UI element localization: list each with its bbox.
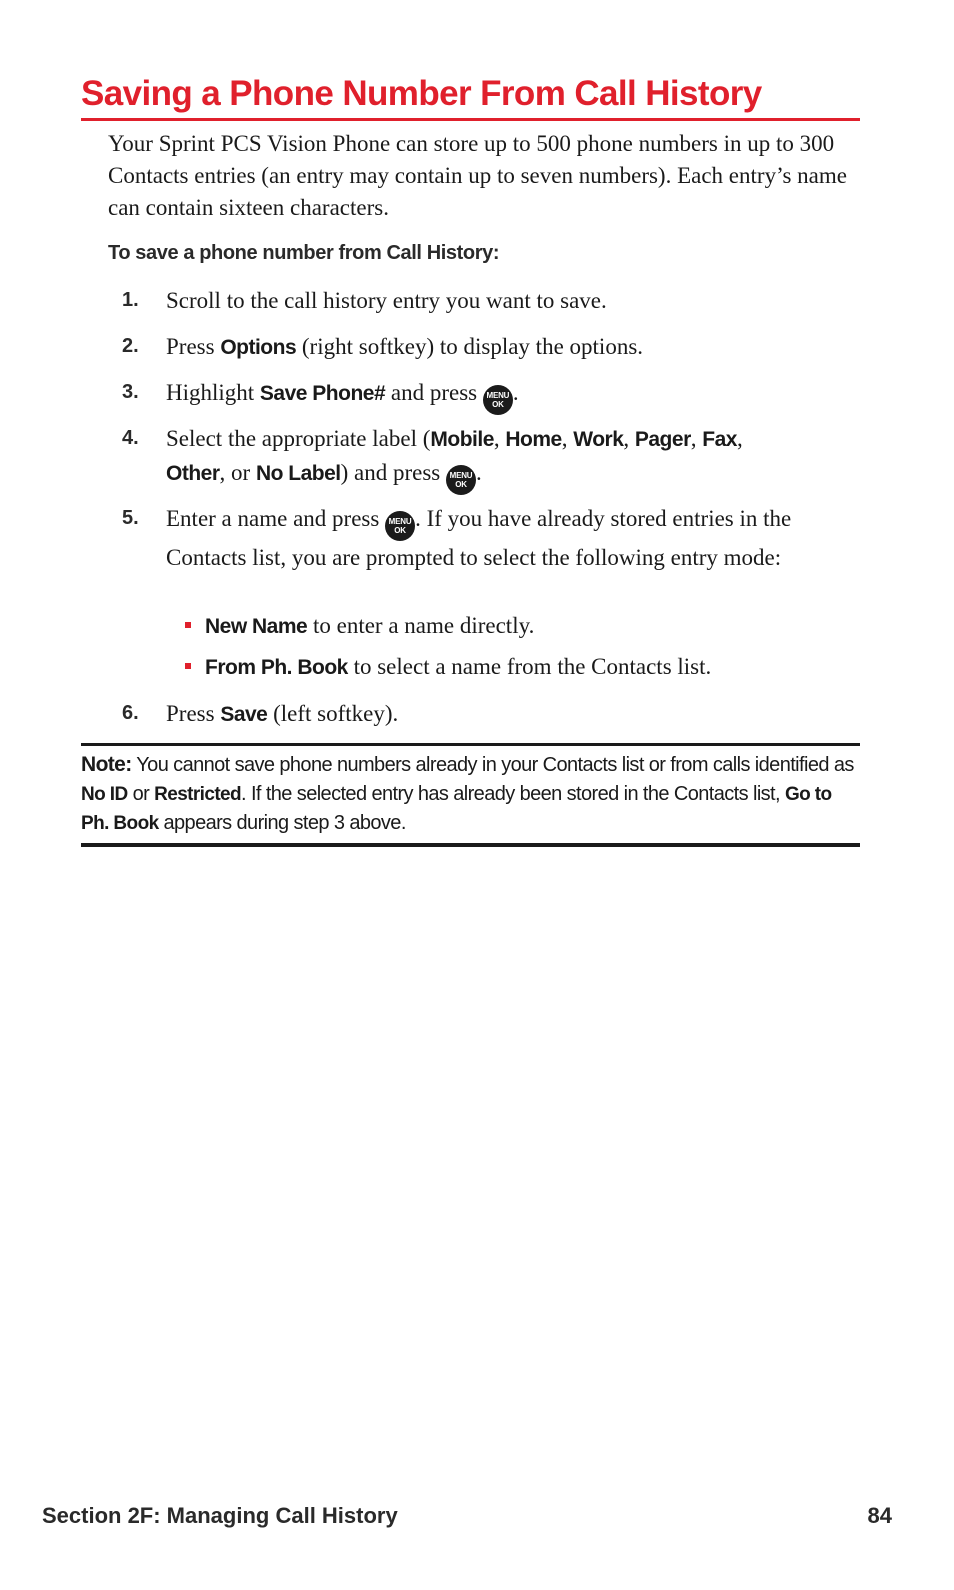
step-number: 4. bbox=[122, 427, 139, 449]
menu-ok-icon: MENU OK bbox=[446, 465, 476, 495]
step-5 bbox=[108, 502, 860, 574]
step-number: 2. bbox=[122, 335, 139, 357]
step-number: 5. bbox=[122, 507, 139, 529]
save-phone-keyword: Save Phone# bbox=[259, 382, 386, 405]
step-text: Highlight Save Phone# and press MENU OK . bbox=[166, 376, 860, 415]
menu-ok-icon: MENU OK bbox=[483, 385, 513, 415]
note-label: Note: bbox=[81, 753, 132, 776]
label-mobile: Mobile bbox=[430, 428, 494, 451]
step-text: Enter a name and press MENU OK . If you have already stored entries in the Contacts list, you are prompted to select the following entry mode: bbox=[166, 506, 792, 570]
options-keyword: Options bbox=[220, 336, 297, 359]
bullet-from-ph-book: From Ph. Book to select a name from the Contacts list. bbox=[185, 651, 860, 684]
restricted-keyword: Restricted bbox=[154, 784, 242, 805]
step-3 bbox=[108, 376, 860, 415]
step-text: Select the appropriate label (Mobile, Home, Work, Pager, Fax, Other, or No Label) and press MENU OK . bbox=[166, 422, 860, 495]
label-work: Work bbox=[573, 428, 624, 451]
page-number: 84 bbox=[867, 1503, 892, 1528]
step-4 bbox=[108, 422, 860, 495]
step-2 bbox=[108, 330, 860, 364]
label-pager: Pager bbox=[634, 428, 691, 451]
new-name-keyword: New Name bbox=[205, 615, 308, 638]
label-no-label: No Label bbox=[255, 462, 341, 485]
bullet-square-icon bbox=[185, 663, 191, 669]
bullet-new-name: New Name to enter a name directly. bbox=[185, 610, 860, 643]
go-to-ph-book-keyword: Go to Ph. Book bbox=[81, 784, 832, 834]
intro-paragraph: Your Sprint PCS Vision Phone can store up to 500 phone numbers in up to 300 Contacts entries (an entry may contain up to seven numbers). Each entry’s name can contain sixteen characters. bbox=[108, 131, 847, 220]
label-other: Other bbox=[166, 462, 220, 485]
bullet-square-icon bbox=[185, 622, 191, 628]
step-6 bbox=[108, 697, 860, 731]
step-number: 1. bbox=[122, 289, 139, 311]
page-title: Saving a Phone Number From Call History bbox=[81, 72, 860, 121]
label-home: Home bbox=[505, 428, 562, 451]
step-number: 3. bbox=[122, 381, 139, 403]
procedure-heading: To save a phone number from Call History: bbox=[108, 242, 500, 264]
step-number: 6. bbox=[122, 702, 139, 724]
save-keyword: Save bbox=[220, 703, 268, 726]
step-1 bbox=[108, 284, 860, 317]
label-fax: Fax bbox=[702, 428, 737, 451]
note-box: Note: You cannot save phone numbers already in your Contacts list or from calls identified as No ID or Restricted. If the selected entry has already been stored in the Contacts list, Go to Ph. Book appears during step 3 above. bbox=[81, 743, 860, 847]
menu-ok-icon: MENU OK bbox=[385, 511, 415, 541]
footer-section: Section 2F: Managing Call History bbox=[42, 1503, 398, 1528]
step-text: Scroll to the call history entry you want to save. bbox=[166, 288, 607, 313]
step-text: Press Options (right softkey) to display the options. bbox=[166, 334, 644, 359]
no-id-keyword: No ID bbox=[81, 784, 128, 805]
from-ph-book-keyword: From Ph. Book bbox=[205, 656, 348, 679]
step-text: Press Save (left softkey). bbox=[166, 701, 399, 726]
